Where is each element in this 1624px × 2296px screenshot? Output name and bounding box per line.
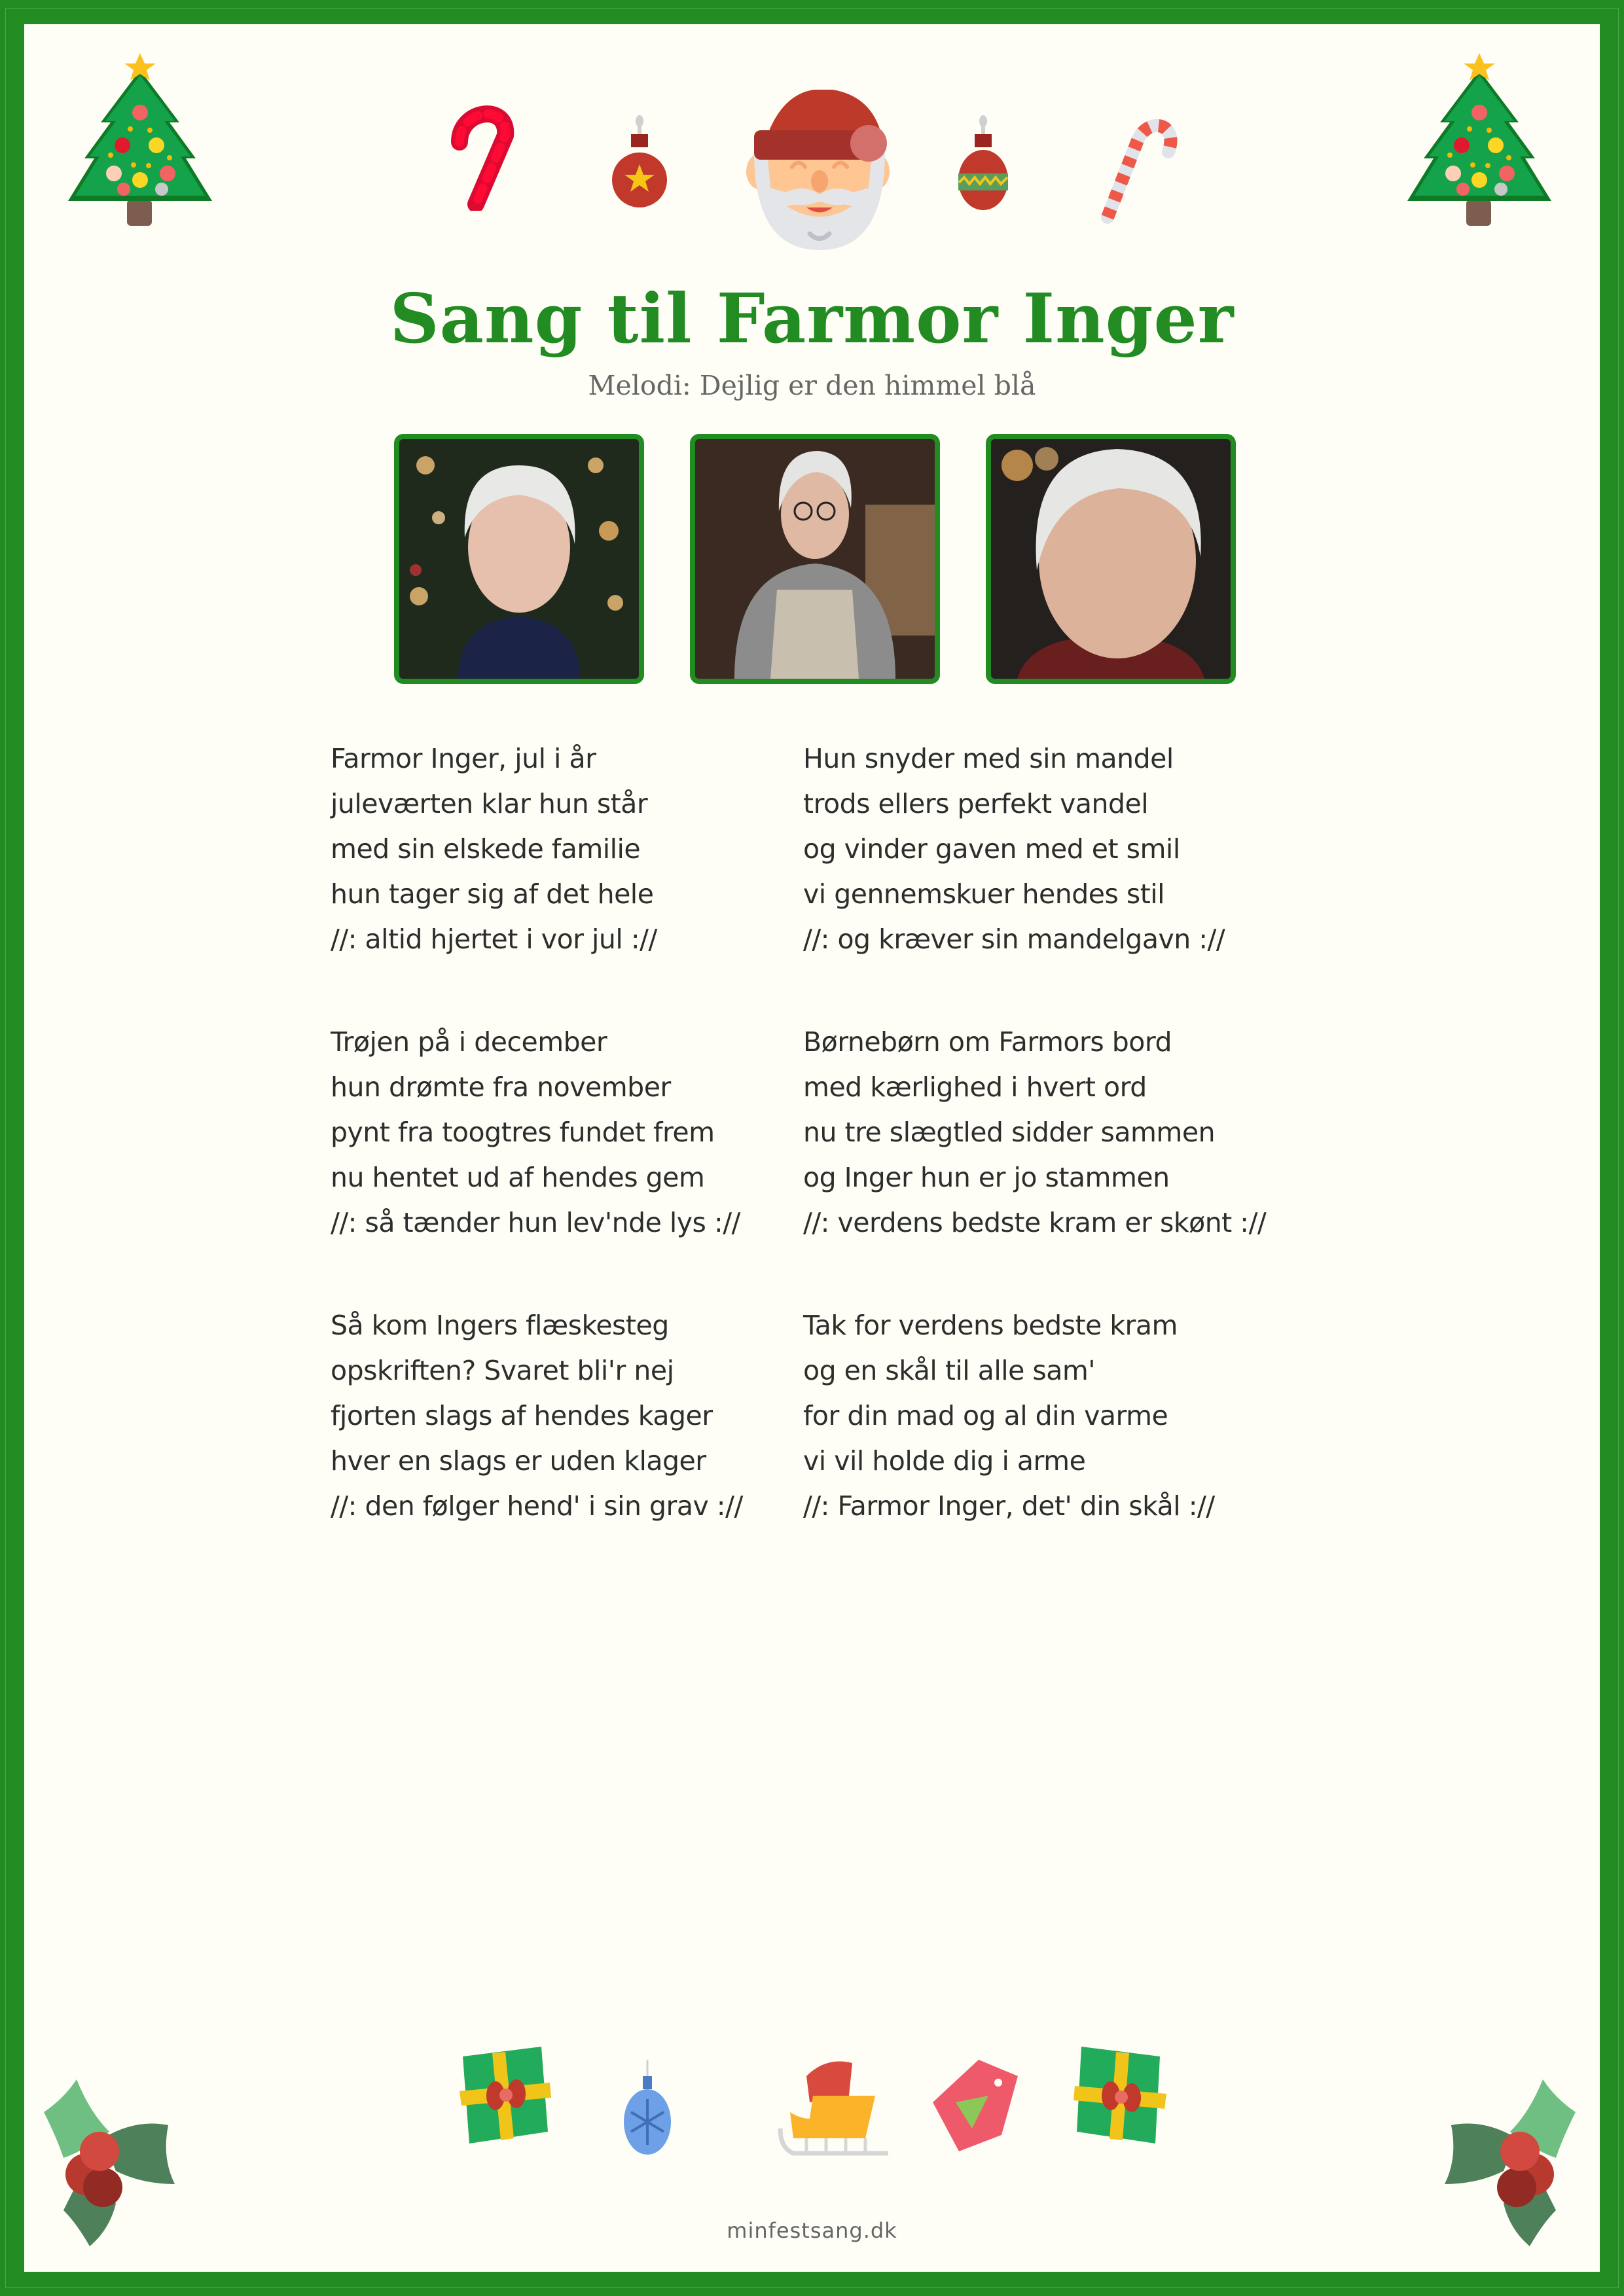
verse-line: juleværten klar hun står	[331, 788, 648, 819]
verse-line: opskriften? Svaret bli'r nej	[331, 1355, 674, 1386]
photo-row	[394, 434, 1236, 684]
verse-line: pynt fra toogtres fundet frem	[331, 1117, 715, 1148]
verse-5	[331, 1303, 803, 1529]
verse-3	[331, 1020, 803, 1246]
christmas-tree-icon	[1404, 50, 1555, 234]
photo-baking-kitchen	[690, 434, 940, 684]
verse-line: og en skål til alle sam'	[803, 1355, 1096, 1386]
verse-line: vi gennemskuer hendes stil	[803, 878, 1165, 910]
verse-refrain: //: Farmor Inger, det' din skål ://	[803, 1490, 1215, 1522]
verse-line: Farmor Inger, jul i år	[331, 743, 596, 774]
portrait-image	[991, 439, 1231, 679]
verse-line: Børnebørn om Farmors bord	[803, 1026, 1172, 1058]
verse-line: Trøjen på i december	[331, 1026, 607, 1058]
verse-line: og vinder gaven med et smil	[803, 833, 1180, 865]
verse-line: nu tre slægtled sidder sammen	[803, 1117, 1216, 1148]
verse-6	[803, 1303, 1288, 1529]
verse-line: Hun snyder med sin mandel	[803, 743, 1174, 774]
portrait-image	[399, 439, 639, 679]
gift-tag-icon	[926, 2056, 1024, 2155]
verse-refrain: //: så tænder hun lev'nde lys ://	[331, 1207, 740, 1238]
verse-1	[331, 736, 803, 962]
ornament-zigzag-icon	[954, 109, 1013, 221]
verse-line: hun drømte fra november	[331, 1071, 671, 1103]
verse-line: og Inger hun er jo stammen	[803, 1162, 1170, 1193]
verse-line: nu hentet ud af hendes gem	[331, 1162, 705, 1193]
site-footer: minfestsang.dk	[727, 2218, 897, 2243]
gift-icon	[1072, 2047, 1173, 2145]
candy-cane-icon	[446, 96, 518, 211]
photo-portrait-christmas	[394, 434, 644, 684]
verse-line: Så kom Ingers flæskesteg	[331, 1310, 669, 1341]
sleigh-icon	[774, 2056, 888, 2161]
candy-cane-striped-icon	[1098, 116, 1183, 227]
verse-line: med sin elskede familie	[331, 833, 641, 865]
verse-line: for din mad og al din varme	[803, 1400, 1168, 1431]
verse-refrain: //: den følger hend' i sin grav ://	[331, 1490, 743, 1522]
verse-refrain: //: og kræver sin mandelgavn ://	[803, 924, 1225, 955]
portrait-image	[695, 439, 935, 679]
gift-icon	[456, 2047, 558, 2145]
verse-2	[803, 736, 1288, 962]
verse-line: trods ellers perfekt vandel	[803, 788, 1149, 819]
verse-refrain: //: verdens bedste kram er skønt ://	[803, 1207, 1267, 1238]
santa-face-icon	[741, 90, 898, 253]
verse-line: hun tager sig af det hele	[331, 878, 654, 910]
verse-line: Tak for verdens bedste kram	[803, 1310, 1178, 1341]
verse-line: vi vil holde dig i arme	[803, 1445, 1086, 1477]
photo-closeup-portrait	[986, 434, 1236, 684]
song-sheet	[24, 24, 1600, 2272]
verse-line: fjorten slags af hendes kager	[331, 1400, 713, 1431]
verse-refrain: //: altid hjertet i vor jul ://	[331, 924, 657, 955]
lyrics-grid	[331, 736, 1288, 1529]
verse-4	[803, 1020, 1288, 1246]
verse-line: hver en slags er uden klager	[331, 1445, 706, 1477]
verse-line: med kærlighed i hvert ord	[803, 1071, 1147, 1103]
bauble-snowflake-icon	[621, 2056, 674, 2161]
ornament-star-icon	[610, 109, 669, 221]
christmas-tree-icon	[65, 50, 215, 234]
melody-subtitle: Melodi: Dejlig er den himmel blå	[588, 370, 1036, 401]
song-title: Sang til Farmor Inger	[389, 278, 1235, 359]
